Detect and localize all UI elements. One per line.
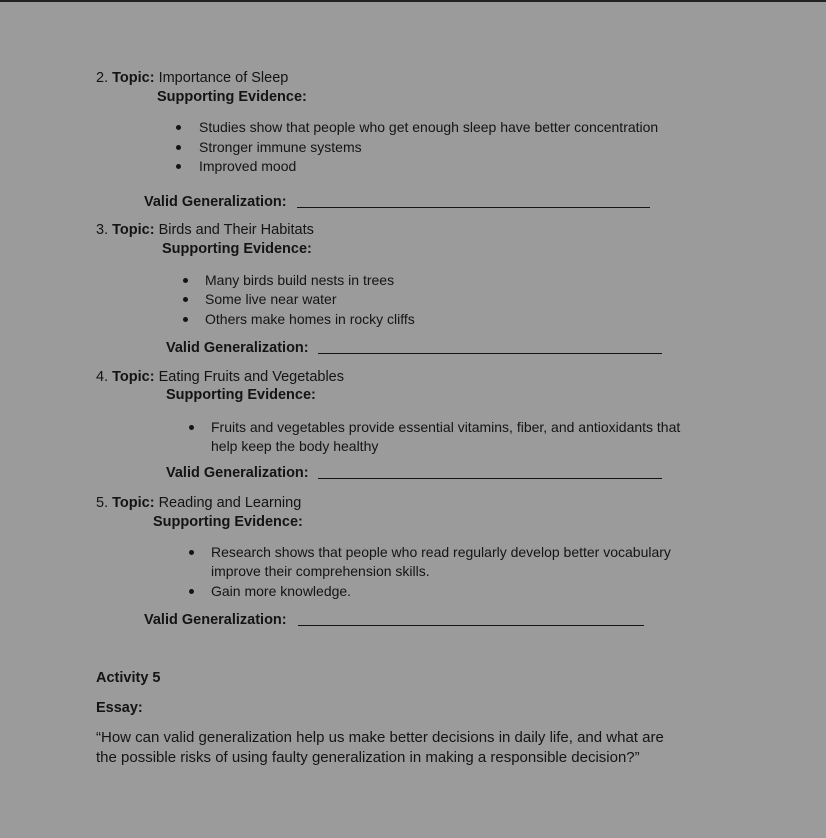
- item-number: 3.: [96, 222, 109, 238]
- evidence-label: Supporting Evidence:: [166, 387, 316, 403]
- essay-question-line-2: the possible risks of using faulty generalization in making a responsible decision?”: [96, 749, 640, 766]
- bullet-icon: [176, 164, 181, 169]
- topic-label: Topic:: [112, 495, 155, 511]
- item-number: 4.: [96, 369, 109, 385]
- topic-text: Importance of Sleep: [158, 70, 289, 86]
- generalization-label: Valid Generalization:: [166, 465, 309, 481]
- evidence-label: Supporting Evidence:: [153, 514, 303, 530]
- evidence-item-continued: help keep the body healthy: [211, 438, 379, 454]
- answer-blank[interactable]: [298, 625, 644, 626]
- evidence-label: Supporting Evidence:: [162, 241, 312, 257]
- bullet-icon: [183, 317, 188, 322]
- answer-blank[interactable]: [297, 207, 650, 208]
- evidence-item: Improved mood: [199, 158, 297, 174]
- essay-question-line-1: “How can valid generalization help us make better decisions in daily life, and what are: [96, 729, 664, 746]
- topic-text: Eating Fruits and Vegetables: [158, 369, 344, 385]
- item-number: 2.: [96, 70, 109, 86]
- evidence-item: Studies show that people who get enough sleep have better concentration: [199, 119, 659, 135]
- evidence-item: Others make homes in rocky cliffs: [205, 311, 415, 327]
- essay-label: Essay:: [96, 700, 143, 716]
- bullet-icon: [183, 297, 188, 302]
- topic-label: Topic:: [112, 369, 155, 385]
- topic-text: Birds and Their Habitats: [158, 222, 314, 238]
- evidence-item: Many birds build nests in trees: [205, 272, 395, 288]
- answer-blank[interactable]: [318, 353, 662, 354]
- generalization-label: Valid Generalization:: [166, 340, 309, 356]
- generalization-label: Valid Generalization:: [144, 612, 287, 628]
- topic-text: Reading and Learning: [158, 495, 302, 511]
- topic-label: Topic:: [112, 70, 155, 86]
- bullet-icon: [176, 125, 181, 130]
- topic-line: [96, 369, 344, 385]
- activity-title: Activity 5: [96, 670, 161, 686]
- bullet-icon: [189, 589, 194, 594]
- generalization-label: Valid Generalization:: [144, 194, 287, 210]
- bullet-icon: [189, 425, 194, 430]
- evidence-label: Supporting Evidence:: [157, 89, 307, 105]
- evidence-item: Fruits and vegetables provide essential vitamins, fiber, and antioxidants that: [211, 419, 681, 435]
- topic-line: [96, 70, 288, 86]
- bullet-icon: [183, 278, 188, 283]
- item-number: 5.: [96, 495, 109, 511]
- bullet-icon: [176, 145, 181, 150]
- evidence-item-continued: improve their comprehension skills.: [211, 563, 430, 579]
- evidence-item: Research shows that people who read regularly develop better vocabulary: [211, 544, 671, 560]
- bullet-icon: [189, 550, 194, 555]
- evidence-item: Some live near water: [205, 291, 337, 307]
- topic-line: [96, 222, 314, 238]
- topic-label: Topic:: [112, 222, 155, 238]
- topic-line: [96, 495, 301, 511]
- evidence-item: Gain more knowledge.: [211, 583, 352, 599]
- evidence-item: Stronger immune systems: [199, 139, 362, 155]
- answer-blank[interactable]: [318, 478, 662, 479]
- top-border: [0, 0, 826, 2]
